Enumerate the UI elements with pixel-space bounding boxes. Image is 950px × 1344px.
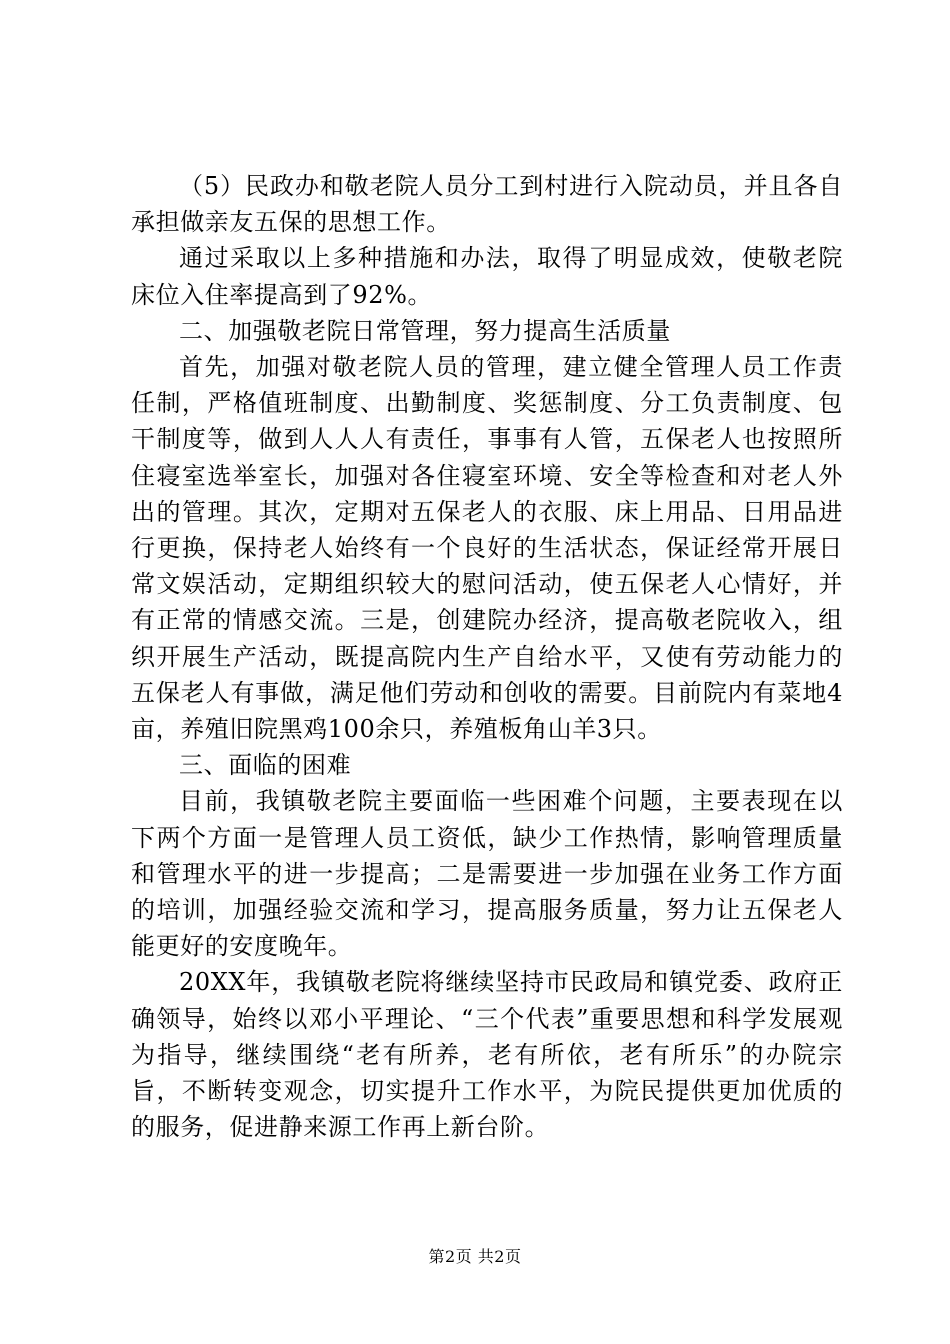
paragraph-outlook: 20XX年，我镇敬老院将继续坚持市民政局和镇党委、政府正确领导，始终以邓小平理论、“三个代表”重要思想和科学发展观为指导，继续围绕“老有所养，老有所依，老有所乐”的办院宗旨，不断转变观念，切实提升工作水平，为院民提供更加优质的的服务，促进静来源工作再上新台阶。 [131,968,843,1142]
page-number-footer: 第2页 共2页 [428,1247,522,1266]
paragraph-management: 首先，加强对敬老院人员的管理，建立健全管理人员工作责任制，严格值班制度、出勤制度、奖惩制度、分工负责制度、包干制度等，做到人人人有责任，事事有人管，五保老人也按照所住寝室选举室长，加强对各住寝室环境、安全等检查和对老人外出的管理。其次，定期对五保老人的衣服、床上用品、日用品进行更换，保持老人始终有一个良好的生活状态，保证经常开展日常文娱活动，定期组织较大的慰问活动，使五保老人心情好，并有正常的情感交流。三是，创建院办经济，提高敬老院收入，组织开展生产活动，既提高院内生产自给水平，又使有劳动能力的五保老人有事做，满足他们劳动和创收的需要。目前院内有菜地4亩，养殖旧院黑鸡100余只，养殖板角山羊3只。 [131,353,843,744]
document-body [131,168,843,1145]
paragraph-results: 通过采取以上多种措施和办法，取得了明显成效，使敬老院床位入住率提高到了92%。 [131,244,843,309]
paragraph-difficulties: 目前，我镇敬老院主要面临一些困难个问题，主要表现在以下两个方面一是管理人员工资低，缺少工作热情，影响管理质量和管理水平的进一步提高；二是需要进一步加强在业务工作方面的培训，加强经验交流和学习，提高服务质量，努力让五保老人能更好的安度晚年。 [131,787,843,961]
paragraph-mobilization: （5）民政办和敬老院人员分工到村进行入院动员，并且各自承担做亲友五保的思想工作。 [131,172,843,237]
section-heading-management: 二、加强敬老院日常管理，努力提高生活质量 [179,316,671,345]
section-heading-difficulties: 三、面临的困难 [179,751,352,780]
